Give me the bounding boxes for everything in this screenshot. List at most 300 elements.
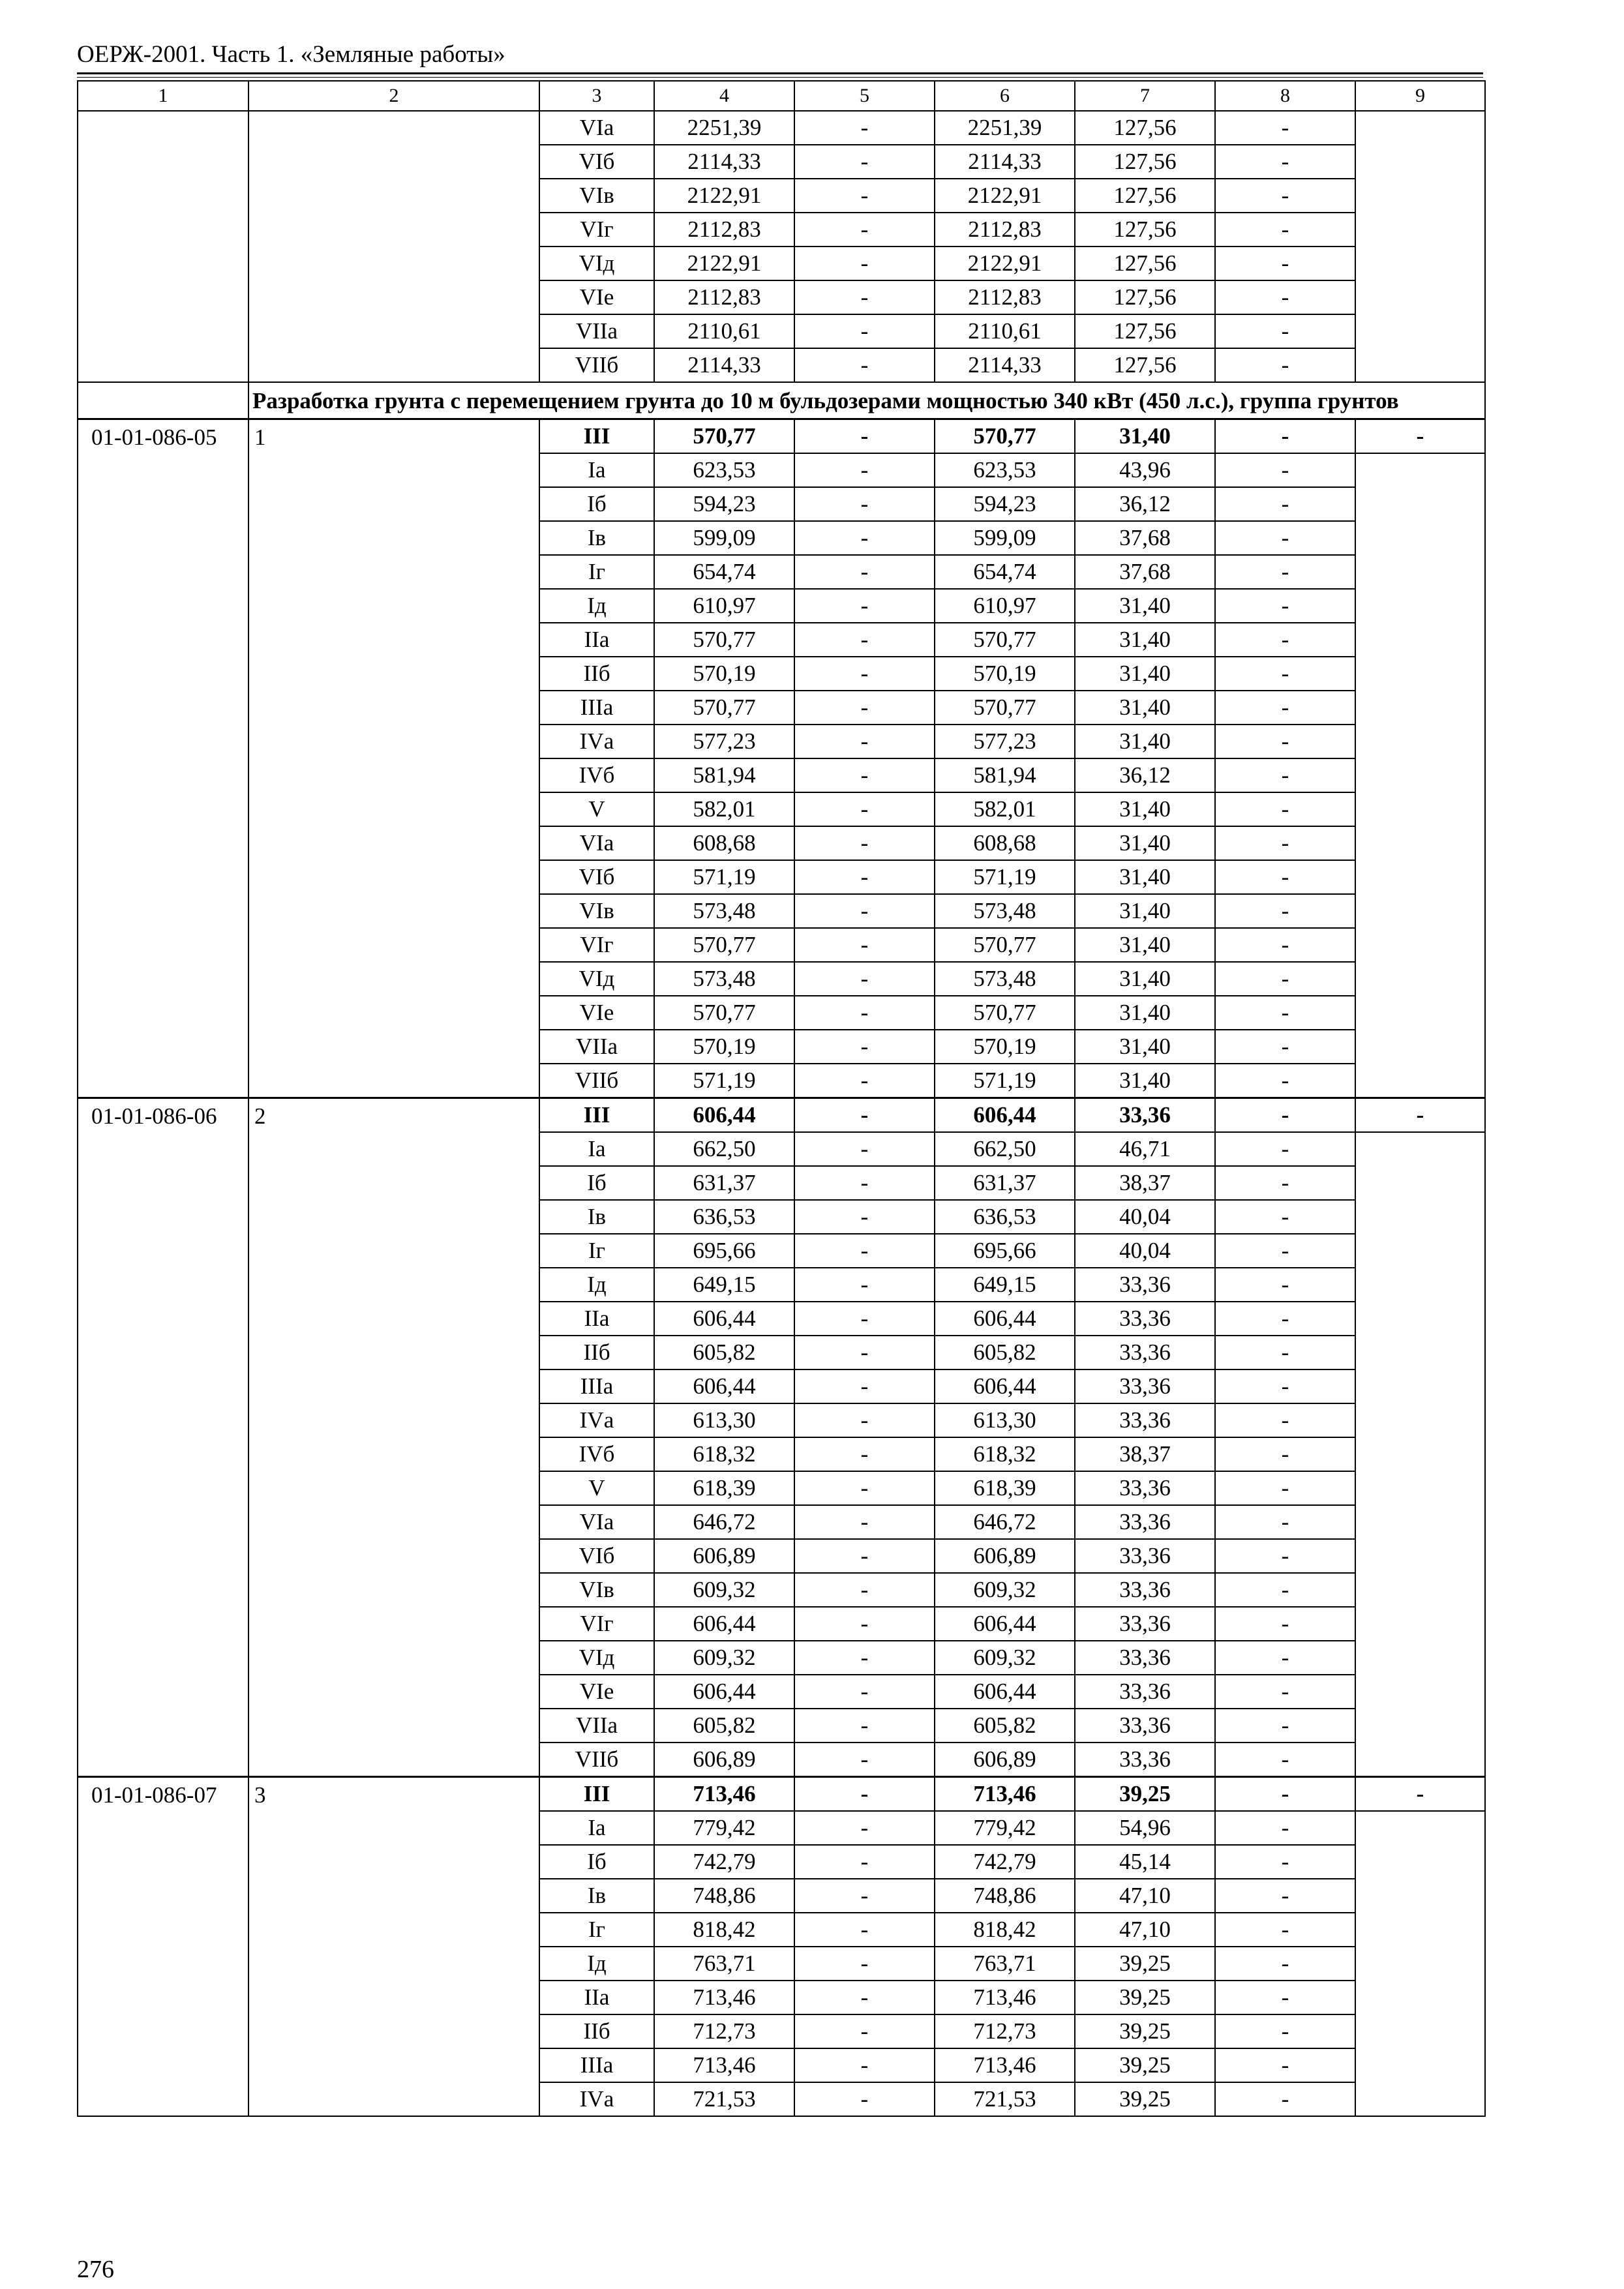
materials-cell: - — [1215, 247, 1355, 280]
group-cell — [248, 111, 539, 382]
total-cost-cell: 605,82 — [654, 1336, 794, 1369]
wages-cell: - — [794, 1913, 935, 1947]
materials-cell: - — [1215, 487, 1355, 521]
price-table — [77, 80, 1486, 2117]
soil-subgroup-cell: Iд — [539, 589, 654, 623]
operator-wages-cell: 46,71 — [1075, 1132, 1215, 1166]
operator-wages-cell: 39,25 — [1075, 1981, 1215, 2014]
operator-wages-cell: 127,56 — [1075, 247, 1215, 280]
soil-subgroup-cell: VIд — [539, 247, 654, 280]
materials-cell: - — [1215, 792, 1355, 826]
operator-wages-cell: 38,37 — [1075, 1437, 1215, 1471]
section-code-cell — [78, 382, 248, 419]
wages-cell: - — [794, 2048, 935, 2082]
total-cost-cell: 2112,83 — [654, 280, 794, 314]
materials-cell: - — [1215, 1302, 1355, 1336]
soil-subgroup-cell: VIг — [539, 213, 654, 247]
wages-cell: - — [794, 348, 935, 382]
total-cost-cell: 712,73 — [654, 2014, 794, 2048]
operator-wages-cell: 31,40 — [1075, 623, 1215, 657]
materials-cell: - — [1215, 1573, 1355, 1607]
wages-cell: - — [794, 725, 935, 758]
machine-cost-cell: 818,42 — [935, 1913, 1075, 1947]
operator-wages-cell: 47,10 — [1075, 1879, 1215, 1913]
soil-subgroup-cell: IVа — [539, 725, 654, 758]
table-row — [78, 1098, 1485, 1133]
machine-cost-cell: 618,39 — [935, 1471, 1075, 1505]
wages-cell: - — [794, 1505, 935, 1539]
col9-cell: - — [1355, 419, 1485, 454]
operator-wages-cell: 31,40 — [1075, 657, 1215, 691]
materials-cell: - — [1215, 1505, 1355, 1539]
materials-cell: - — [1215, 213, 1355, 247]
wages-cell: - — [794, 1166, 935, 1200]
materials-cell: - — [1215, 521, 1355, 555]
wages-cell: - — [794, 1302, 935, 1336]
soil-subgroup-cell: Iб — [539, 487, 654, 521]
operator-wages-cell: 33,36 — [1075, 1302, 1215, 1336]
soil-group-cell: 1 — [248, 419, 539, 1098]
total-cost-cell: 721,53 — [654, 2082, 794, 2116]
wages-cell: - — [794, 314, 935, 348]
soil-subgroup-cell: IVа — [539, 2082, 654, 2116]
operator-wages-cell: 40,04 — [1075, 1234, 1215, 1268]
materials-cell: - — [1215, 996, 1355, 1030]
wages-cell: - — [794, 996, 935, 1030]
rate-code-cell: 01-01-086-07 — [78, 1777, 248, 2117]
wages-cell: - — [794, 1132, 935, 1166]
soil-subgroup-cell: IIб — [539, 1336, 654, 1369]
wages-cell: - — [794, 1200, 935, 1234]
total-cost-cell: 713,46 — [654, 2048, 794, 2082]
wages-cell: - — [794, 1064, 935, 1098]
total-cost-cell: 606,44 — [654, 1098, 794, 1133]
operator-wages-cell: 33,36 — [1075, 1607, 1215, 1641]
materials-cell: - — [1215, 1030, 1355, 1064]
table-row — [78, 419, 1485, 454]
total-cost-cell: 748,86 — [654, 1879, 794, 1913]
materials-cell: - — [1215, 1369, 1355, 1403]
materials-cell: - — [1215, 1947, 1355, 1981]
materials-cell: - — [1215, 1132, 1355, 1166]
soil-subgroup-cell: Iв — [539, 1200, 654, 1234]
machine-cost-cell: 695,66 — [935, 1234, 1075, 1268]
operator-wages-cell: 33,36 — [1075, 1403, 1215, 1437]
materials-cell: - — [1215, 826, 1355, 860]
materials-cell: - — [1215, 1234, 1355, 1268]
wages-cell: - — [794, 758, 935, 792]
operator-wages-cell: 33,36 — [1075, 1539, 1215, 1573]
col9-cell — [1355, 1132, 1485, 1777]
column-number-cell: 4 — [654, 81, 794, 111]
wages-cell: - — [794, 1403, 935, 1437]
wages-cell: - — [794, 1573, 935, 1607]
operator-wages-cell: 31,40 — [1075, 691, 1215, 725]
machine-cost-cell: 571,19 — [935, 1064, 1075, 1098]
table-row — [78, 111, 1485, 145]
soil-subgroup-cell: VIд — [539, 962, 654, 996]
soil-subgroup-cell: Iб — [539, 1166, 654, 1200]
total-cost-cell: 763,71 — [654, 1947, 794, 1981]
header-rule — [77, 72, 1483, 74]
total-cost-cell: 2122,91 — [654, 179, 794, 213]
machine-cost-cell: 2114,33 — [935, 348, 1075, 382]
soil-subgroup-cell: IIб — [539, 2014, 654, 2048]
soil-subgroup-cell: VIв — [539, 1573, 654, 1607]
column-number-cell: 1 — [78, 81, 248, 111]
soil-group-cell: 2 — [248, 1098, 539, 1777]
soil-subgroup-cell: VIIб — [539, 1064, 654, 1098]
machine-cost-cell: 618,32 — [935, 1437, 1075, 1471]
wages-cell: - — [794, 657, 935, 691]
machine-cost-cell: 570,77 — [935, 623, 1075, 657]
wages-cell: - — [794, 1369, 935, 1403]
total-cost-cell: 609,32 — [654, 1573, 794, 1607]
operator-wages-cell: 37,68 — [1075, 555, 1215, 589]
operator-wages-cell: 38,37 — [1075, 1166, 1215, 1200]
column-number-cell: 7 — [1075, 81, 1215, 111]
wages-cell: - — [794, 247, 935, 280]
machine-cost-cell: 610,97 — [935, 589, 1075, 623]
machine-cost-cell: 606,44 — [935, 1369, 1075, 1403]
machine-cost-cell: 573,48 — [935, 962, 1075, 996]
machine-cost-cell: 571,19 — [935, 860, 1075, 894]
total-cost-cell: 662,50 — [654, 1132, 794, 1166]
operator-wages-cell: 45,14 — [1075, 1845, 1215, 1879]
wages-cell: - — [794, 2082, 935, 2116]
soil-subgroup-cell: VIв — [539, 894, 654, 928]
operator-wages-cell: 33,36 — [1075, 1743, 1215, 1777]
materials-cell: - — [1215, 962, 1355, 996]
machine-cost-cell: 2122,91 — [935, 179, 1075, 213]
total-cost-cell: 610,97 — [654, 589, 794, 623]
col9-cell — [1355, 1811, 1485, 2116]
total-cost-cell: 570,19 — [654, 657, 794, 691]
operator-wages-cell: 37,68 — [1075, 521, 1215, 555]
total-cost-cell: 2114,33 — [654, 348, 794, 382]
materials-cell: - — [1215, 1913, 1355, 1947]
soil-group-cell: 3 — [248, 1777, 539, 2117]
materials-cell: - — [1215, 419, 1355, 454]
wages-cell: - — [794, 928, 935, 962]
soil-subgroup-cell: Iд — [539, 1947, 654, 1981]
machine-cost-cell: 606,44 — [935, 1098, 1075, 1133]
total-cost-cell: 570,77 — [654, 623, 794, 657]
operator-wages-cell: 127,56 — [1075, 111, 1215, 145]
wages-cell: - — [794, 589, 935, 623]
machine-cost-cell: 570,77 — [935, 928, 1075, 962]
machine-cost-cell: 582,01 — [935, 792, 1075, 826]
materials-cell: - — [1215, 1675, 1355, 1709]
soil-subgroup-cell: III — [539, 1098, 654, 1133]
wages-cell: - — [794, 1539, 935, 1573]
operator-wages-cell: 36,12 — [1075, 758, 1215, 792]
column-number-cell: 6 — [935, 81, 1075, 111]
wages-cell: - — [794, 145, 935, 179]
machine-cost-cell: 721,53 — [935, 2082, 1075, 2116]
wages-cell: - — [794, 521, 935, 555]
materials-cell: - — [1215, 1064, 1355, 1098]
wages-cell: - — [794, 213, 935, 247]
wages-cell: - — [794, 1098, 935, 1133]
total-cost-cell: 573,48 — [654, 894, 794, 928]
machine-cost-cell: 573,48 — [935, 894, 1075, 928]
soil-subgroup-cell: III — [539, 1777, 654, 1812]
total-cost-cell: 581,94 — [654, 758, 794, 792]
materials-cell: - — [1215, 1437, 1355, 1471]
machine-cost-cell: 623,53 — [935, 453, 1075, 487]
materials-cell: - — [1215, 1709, 1355, 1743]
operator-wages-cell: 33,36 — [1075, 1369, 1215, 1403]
soil-subgroup-cell: IIIа — [539, 2048, 654, 2082]
total-cost-cell: 571,19 — [654, 1064, 794, 1098]
total-cost-cell: 623,53 — [654, 453, 794, 487]
materials-cell: - — [1215, 555, 1355, 589]
wages-cell: - — [794, 1811, 935, 1845]
machine-cost-cell: 2110,61 — [935, 314, 1075, 348]
wages-cell: - — [794, 1471, 935, 1505]
wages-cell: - — [794, 487, 935, 521]
materials-cell: - — [1215, 1539, 1355, 1573]
total-cost-cell: 606,89 — [654, 1539, 794, 1573]
wages-cell: - — [794, 1845, 935, 1879]
operator-wages-cell: 127,56 — [1075, 314, 1215, 348]
operator-wages-cell: 31,40 — [1075, 419, 1215, 454]
machine-cost-cell: 2122,91 — [935, 247, 1075, 280]
operator-wages-cell: 33,36 — [1075, 1675, 1215, 1709]
total-cost-cell: 713,46 — [654, 1981, 794, 2014]
operator-wages-cell: 43,96 — [1075, 453, 1215, 487]
operator-wages-cell: 33,36 — [1075, 1641, 1215, 1675]
materials-cell: - — [1215, 1879, 1355, 1913]
soil-subgroup-cell: VIе — [539, 1675, 654, 1709]
machine-cost-cell: 606,44 — [935, 1675, 1075, 1709]
operator-wages-cell: 33,36 — [1075, 1471, 1215, 1505]
machine-cost-cell: 606,44 — [935, 1607, 1075, 1641]
total-cost-cell: 606,44 — [654, 1369, 794, 1403]
materials-cell: - — [1215, 1268, 1355, 1302]
soil-subgroup-cell: III — [539, 419, 654, 454]
wages-cell: - — [794, 555, 935, 589]
total-cost-cell: 818,42 — [654, 1913, 794, 1947]
machine-cost-cell: 606,44 — [935, 1302, 1075, 1336]
total-cost-cell: 570,77 — [654, 928, 794, 962]
soil-subgroup-cell: Iг — [539, 1234, 654, 1268]
operator-wages-cell: 31,40 — [1075, 826, 1215, 860]
total-cost-cell: 654,74 — [654, 555, 794, 589]
operator-wages-cell: 31,40 — [1075, 894, 1215, 928]
operator-wages-cell: 33,36 — [1075, 1505, 1215, 1539]
page-number: 276 — [77, 2256, 114, 2283]
machine-cost-cell: 748,86 — [935, 1879, 1075, 1913]
total-cost-cell: 605,82 — [654, 1709, 794, 1743]
materials-cell: - — [1215, 725, 1355, 758]
total-cost-cell: 613,30 — [654, 1403, 794, 1437]
soil-subgroup-cell: IIб — [539, 657, 654, 691]
soil-subgroup-cell: VIг — [539, 928, 654, 962]
operator-wages-cell: 40,04 — [1075, 1200, 1215, 1234]
machine-cost-cell: 570,19 — [935, 1030, 1075, 1064]
wages-cell: - — [794, 1607, 935, 1641]
materials-cell: - — [1215, 1166, 1355, 1200]
soil-subgroup-cell: VIIа — [539, 1709, 654, 1743]
materials-cell: - — [1215, 145, 1355, 179]
materials-cell: - — [1215, 758, 1355, 792]
total-cost-cell: 2114,33 — [654, 145, 794, 179]
total-cost-cell: 570,77 — [654, 419, 794, 454]
materials-cell: - — [1215, 894, 1355, 928]
rate-code-cell: 01-01-086-05 — [78, 419, 248, 1098]
total-cost-cell: 570,19 — [654, 1030, 794, 1064]
materials-cell: - — [1215, 657, 1355, 691]
operator-wages-cell: 39,25 — [1075, 2082, 1215, 2116]
wages-cell: - — [794, 1777, 935, 1812]
wages-cell: - — [794, 1879, 935, 1913]
machine-cost-cell: 594,23 — [935, 487, 1075, 521]
wages-cell: - — [794, 691, 935, 725]
wages-cell: - — [794, 453, 935, 487]
soil-subgroup-cell: Iд — [539, 1268, 654, 1302]
operator-wages-cell: 47,10 — [1075, 1913, 1215, 1947]
wages-cell: - — [794, 2014, 935, 2048]
soil-subgroup-cell: V — [539, 792, 654, 826]
operator-wages-cell: 31,40 — [1075, 589, 1215, 623]
machine-cost-cell: 599,09 — [935, 521, 1075, 555]
soil-subgroup-cell: VIе — [539, 996, 654, 1030]
soil-subgroup-cell: IIIа — [539, 1369, 654, 1403]
machine-cost-cell: 662,50 — [935, 1132, 1075, 1166]
wages-cell: - — [794, 419, 935, 454]
total-cost-cell: 2122,91 — [654, 247, 794, 280]
wages-cell: - — [794, 826, 935, 860]
total-cost-cell: 2112,83 — [654, 213, 794, 247]
soil-subgroup-cell: VIа — [539, 1505, 654, 1539]
materials-cell: - — [1215, 348, 1355, 382]
machine-cost-cell: 654,74 — [935, 555, 1075, 589]
total-cost-cell: 2251,39 — [654, 111, 794, 145]
machine-cost-cell: 636,53 — [935, 1200, 1075, 1234]
soil-subgroup-cell: VIе — [539, 280, 654, 314]
total-cost-cell: 713,46 — [654, 1777, 794, 1812]
code-cell — [78, 111, 248, 382]
soil-subgroup-cell: Iа — [539, 1132, 654, 1166]
operator-wages-cell: 33,36 — [1075, 1336, 1215, 1369]
soil-subgroup-cell: IIа — [539, 623, 654, 657]
col9-cell — [1355, 453, 1485, 1098]
total-cost-cell: 599,09 — [654, 521, 794, 555]
materials-cell: - — [1215, 1607, 1355, 1641]
total-cost-cell: 649,15 — [654, 1268, 794, 1302]
machine-cost-cell: 605,82 — [935, 1336, 1075, 1369]
wages-cell: - — [794, 1743, 935, 1777]
total-cost-cell: 571,19 — [654, 860, 794, 894]
soil-subgroup-cell: VIд — [539, 1641, 654, 1675]
operator-wages-cell: 39,25 — [1075, 1777, 1215, 1812]
materials-cell: - — [1215, 589, 1355, 623]
operator-wages-cell: 33,36 — [1075, 1098, 1215, 1133]
rate-code-cell: 01-01-086-06 — [78, 1098, 248, 1777]
total-cost-cell: 742,79 — [654, 1845, 794, 1879]
materials-cell: - — [1215, 1200, 1355, 1234]
soil-subgroup-cell: VIIб — [539, 1743, 654, 1777]
soil-subgroup-cell: VIб — [539, 145, 654, 179]
total-cost-cell: 582,01 — [654, 792, 794, 826]
soil-subgroup-cell: Iг — [539, 1913, 654, 1947]
materials-cell: - — [1215, 928, 1355, 962]
table-row — [78, 1777, 1485, 1812]
machine-cost-cell: 570,77 — [935, 691, 1075, 725]
machine-cost-cell: 2112,83 — [935, 280, 1075, 314]
total-cost-cell: 2110,61 — [654, 314, 794, 348]
materials-cell: - — [1215, 1641, 1355, 1675]
operator-wages-cell: 31,40 — [1075, 928, 1215, 962]
machine-cost-cell: 613,30 — [935, 1403, 1075, 1437]
wages-cell: - — [794, 1641, 935, 1675]
col9-cell: - — [1355, 1777, 1485, 1812]
wages-cell: - — [794, 894, 935, 928]
machine-cost-cell: 763,71 — [935, 1947, 1075, 1981]
soil-subgroup-cell: Iа — [539, 1811, 654, 1845]
materials-cell: - — [1215, 1811, 1355, 1845]
machine-cost-cell: 779,42 — [935, 1811, 1075, 1845]
wages-cell: - — [794, 1981, 935, 2014]
operator-wages-cell: 31,40 — [1075, 860, 1215, 894]
operator-wages-cell: 31,40 — [1075, 962, 1215, 996]
total-cost-cell: 636,53 — [654, 1200, 794, 1234]
materials-cell: - — [1215, 1743, 1355, 1777]
operator-wages-cell: 33,36 — [1075, 1268, 1215, 1302]
soil-subgroup-cell: IVа — [539, 1403, 654, 1437]
soil-subgroup-cell: V — [539, 1471, 654, 1505]
machine-cost-cell: 605,82 — [935, 1709, 1075, 1743]
column-number-cell: 2 — [248, 81, 539, 111]
machine-cost-cell: 2114,33 — [935, 145, 1075, 179]
machine-cost-cell: 577,23 — [935, 725, 1075, 758]
soil-subgroup-cell: IVб — [539, 758, 654, 792]
wages-cell: - — [794, 1336, 935, 1369]
operator-wages-cell: 31,40 — [1075, 725, 1215, 758]
materials-cell: - — [1215, 453, 1355, 487]
operator-wages-cell: 127,56 — [1075, 145, 1215, 179]
machine-cost-cell: 713,46 — [935, 1981, 1075, 2014]
soil-subgroup-cell: IIIа — [539, 691, 654, 725]
total-cost-cell: 570,77 — [654, 996, 794, 1030]
soil-subgroup-cell: VIб — [539, 860, 654, 894]
materials-cell: - — [1215, 111, 1355, 145]
wages-cell: - — [794, 1268, 935, 1302]
operator-wages-cell: 33,36 — [1075, 1573, 1215, 1607]
wages-cell: - — [794, 1709, 935, 1743]
machine-cost-cell: 2251,39 — [935, 111, 1075, 145]
soil-subgroup-cell: VIа — [539, 111, 654, 145]
section-row — [78, 382, 1485, 419]
column-number-cell: 8 — [1215, 81, 1355, 111]
operator-wages-cell: 127,56 — [1075, 213, 1215, 247]
materials-cell: - — [1215, 314, 1355, 348]
column-number-row — [78, 81, 1485, 111]
operator-wages-cell: 31,40 — [1075, 792, 1215, 826]
materials-cell: - — [1215, 179, 1355, 213]
machine-cost-cell: 609,32 — [935, 1641, 1075, 1675]
total-cost-cell: 594,23 — [654, 487, 794, 521]
wages-cell: - — [794, 111, 935, 145]
soil-subgroup-cell: VIб — [539, 1539, 654, 1573]
machine-cost-cell: 712,73 — [935, 2014, 1075, 2048]
soil-subgroup-cell: VIг — [539, 1607, 654, 1641]
wages-cell: - — [794, 623, 935, 657]
soil-subgroup-cell: Iб — [539, 1845, 654, 1879]
operator-wages-cell: 36,12 — [1075, 487, 1215, 521]
